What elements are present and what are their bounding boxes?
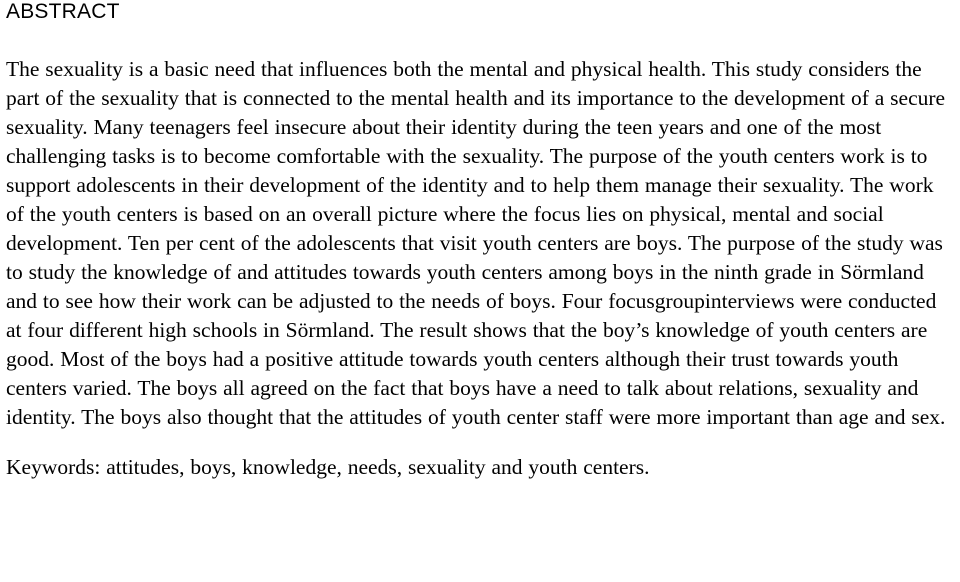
keywords-line: Keywords: attitudes, boys, knowledge, needs, sexuality and youth centers. [6,455,650,479]
document-page [6,0,956,482]
section-heading: ABSTRACT [6,0,120,23]
abstract-paragraph: The sexuality is a basic need that influences both the mental and physical health. This study considers the part of the sexuality that is connected to the mental health and its importance to the development of a secure sexuality. Many teenagers feel insecure about their identity during the teen years and one of the most challenging tasks is to become comfortable with the sexuality. The purpose of the youth centers work is to support adolescents in their development of the identity and to help them manage their sexuality. The work of the youth centers is based on an overall picture where the focus lies on physical, mental and social development. Ten per cent of the adolescents that visit youth centers are boys. The purpose of the study was to study the knowledge of and attitudes towards youth centers among boys in the ninth grade in Sörmland and to see how their work can be adjusted to the needs of boys. Four focusgroupinterviews were conducted at four different high schools in Sörmland. The result shows that the boy’s knowledge of youth centers are good. Most of the boys had a positive attitude towards youth centers although their trust towards youth centers varied. The boys all agreed on the fact that boys have a need to talk about relations, sexuality and identity. The boys also thought that the attitudes of youth center staff were more important than age and sex. [6,57,946,429]
